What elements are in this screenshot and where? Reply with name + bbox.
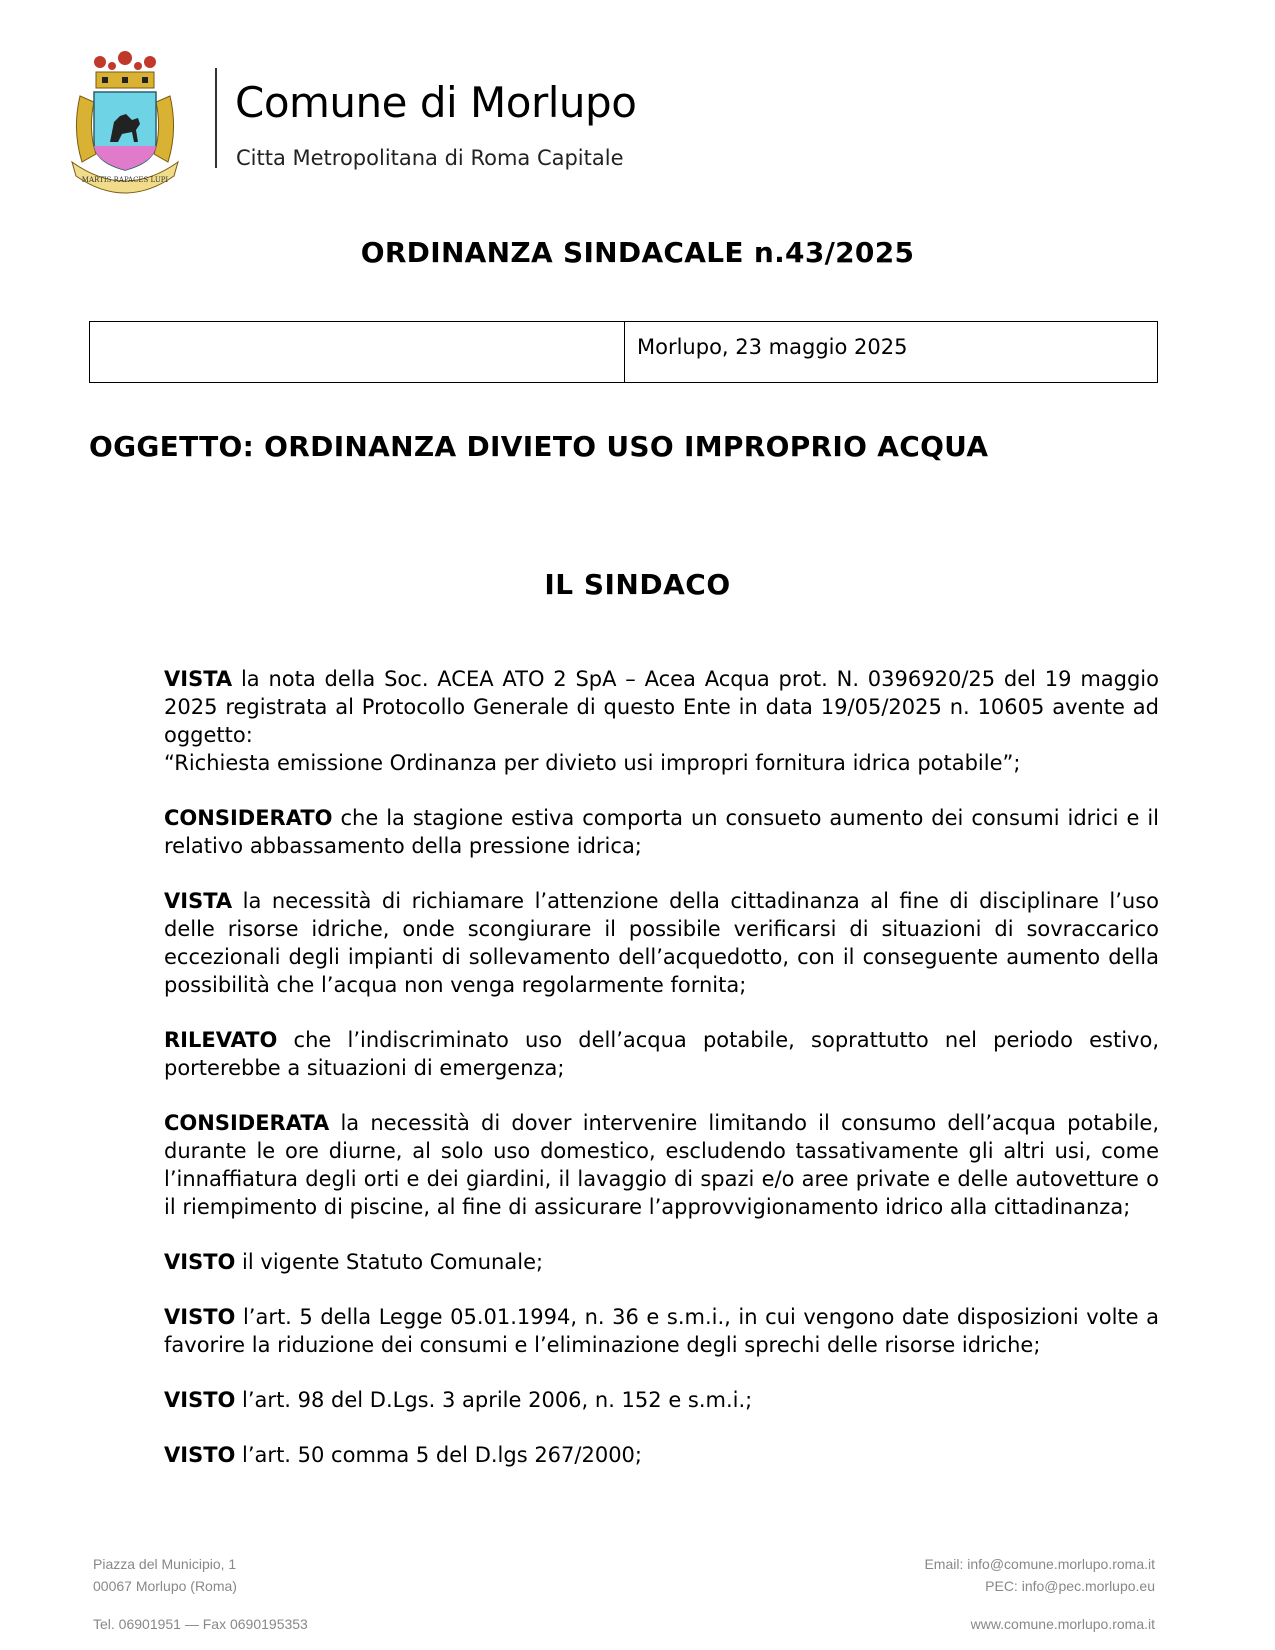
paragraph-text: l’art. 98 del D.Lgs. 3 aprile 2006, n. 152 e s.m.i.;	[235, 1388, 753, 1412]
footer-email-link[interactable]: Email: info@comune.morlupo.roma.it	[924, 1556, 1155, 1572]
paragraph-keyword: CONSIDERATA	[164, 1111, 330, 1135]
paragraph-text: la necessità di dover intervenire limitando il consumo dell’acqua potabile, durante le ore diurne, al solo uso domestico, escludendo tassativamente gli altri usi, come l’innaffiatura degli orti e dei giardini, il lavaggio di spazi e/o aree private e delle autovetture o il riempimento di piscine, al fine di assicurare l’approvvigionamento idrico alla cittadinanza;	[164, 1111, 1159, 1219]
paragraph-keyword: VISTO	[164, 1305, 236, 1329]
municipal-crest-logo	[66, 50, 184, 196]
footer-website-link[interactable]: www.comune.morlupo.roma.it	[970, 1616, 1155, 1632]
place-date: Morlupo, 23 maggio 2025	[637, 335, 908, 359]
paragraph-text: l’art. 50 comma 5 del D.lgs 267/2000;	[235, 1443, 642, 1467]
paragraph-keyword: VISTO	[164, 1443, 236, 1467]
paragraph-text: la nota della Soc. ACEA ATO 2 SpA – Acea Acqua prot. N. 0396920/25 del 19 maggio 2025 registrata al Protocollo Generale di questo Ente in data 19/05/2025 n. 10605 avente ad oggetto:	[164, 667, 1159, 747]
authority-heading: IL SINDACO	[544, 568, 731, 601]
paragraph	[164, 1109, 1159, 1221]
meta-table	[89, 321, 1158, 383]
paragraph	[164, 1026, 1159, 1082]
paragraph-text: il vigente Statuto Comunale;	[235, 1250, 544, 1274]
crest-motto: MARTIS RAPACES LUPI	[81, 176, 169, 184]
header-divider	[215, 68, 217, 168]
paragraph-keyword: RILEVATO	[164, 1028, 278, 1052]
meta-cell-empty	[90, 322, 625, 382]
org-name: Comune di Morlupo	[235, 78, 637, 127]
footer-address-city: 00067 Morlupo (Roma)	[93, 1578, 237, 1594]
footer-pec-link[interactable]: PEC: info@pec.morlupo.eu	[985, 1578, 1155, 1594]
paragraph	[164, 1441, 1159, 1469]
footer-address-street: Piazza del Municipio, 1	[93, 1556, 237, 1572]
paragraph-keyword: VISTO	[164, 1250, 236, 1274]
paragraph	[164, 665, 1159, 777]
paragraph-keyword: VISTA	[164, 889, 233, 913]
paragraph-text: che l’indiscriminato uso dell’acqua potabile, soprattutto nel periodo estivo, porterebbe a situazioni di emergenza;	[164, 1028, 1159, 1080]
paragraph-text: che la stagione estiva comporta un consueto aumento dei consumi idrici e il relativo abbassamento della pressione idrica;	[164, 806, 1159, 858]
footer-phone-fax: Tel. 06901951 — Fax 0690195353	[93, 1616, 308, 1632]
paragraph-quote: “Richiesta emissione Ordinanza per divieto usi impropri fornitura idrica potabile”;	[164, 751, 1021, 775]
subject-line: OGGETTO: ORDINANZA DIVIETO USO IMPROPRIO ACQUA	[89, 430, 989, 463]
org-subtitle: Citta Metropolitana di Roma Capitale	[236, 146, 624, 170]
paragraph-text: la necessità di richiamare l’attenzione della cittadinanza al fine di disciplinare l’uso delle risorse idriche, onde scongiurare il possibile verificarsi di situazioni di sovraccarico eccezionali degli impianti di sollevamento dell’acquedotto, con il conseguente aumento della possibilità che l’acqua non venga regolarmente fornita;	[164, 889, 1159, 997]
paragraph	[164, 804, 1159, 860]
paragraph-keyword: VISTA	[164, 667, 233, 691]
document-body	[164, 665, 1159, 1496]
paragraph-keyword: VISTO	[164, 1388, 236, 1412]
paragraph-text: l’art. 5 della Legge 05.01.1994, n. 36 e s.m.i., in cui vengono date disposizioni volte a favorire la riduzione dei consumi e l’eliminazione degli sprechi delle risorse idriche;	[164, 1305, 1159, 1357]
paragraph	[164, 1303, 1159, 1359]
paragraph-keyword: CONSIDERATO	[164, 806, 333, 830]
document-title: ORDINANZA SINDACALE n.43/2025	[360, 236, 915, 269]
paragraph	[164, 1386, 1159, 1414]
paragraph	[164, 1248, 1159, 1276]
paragraph	[164, 887, 1159, 999]
